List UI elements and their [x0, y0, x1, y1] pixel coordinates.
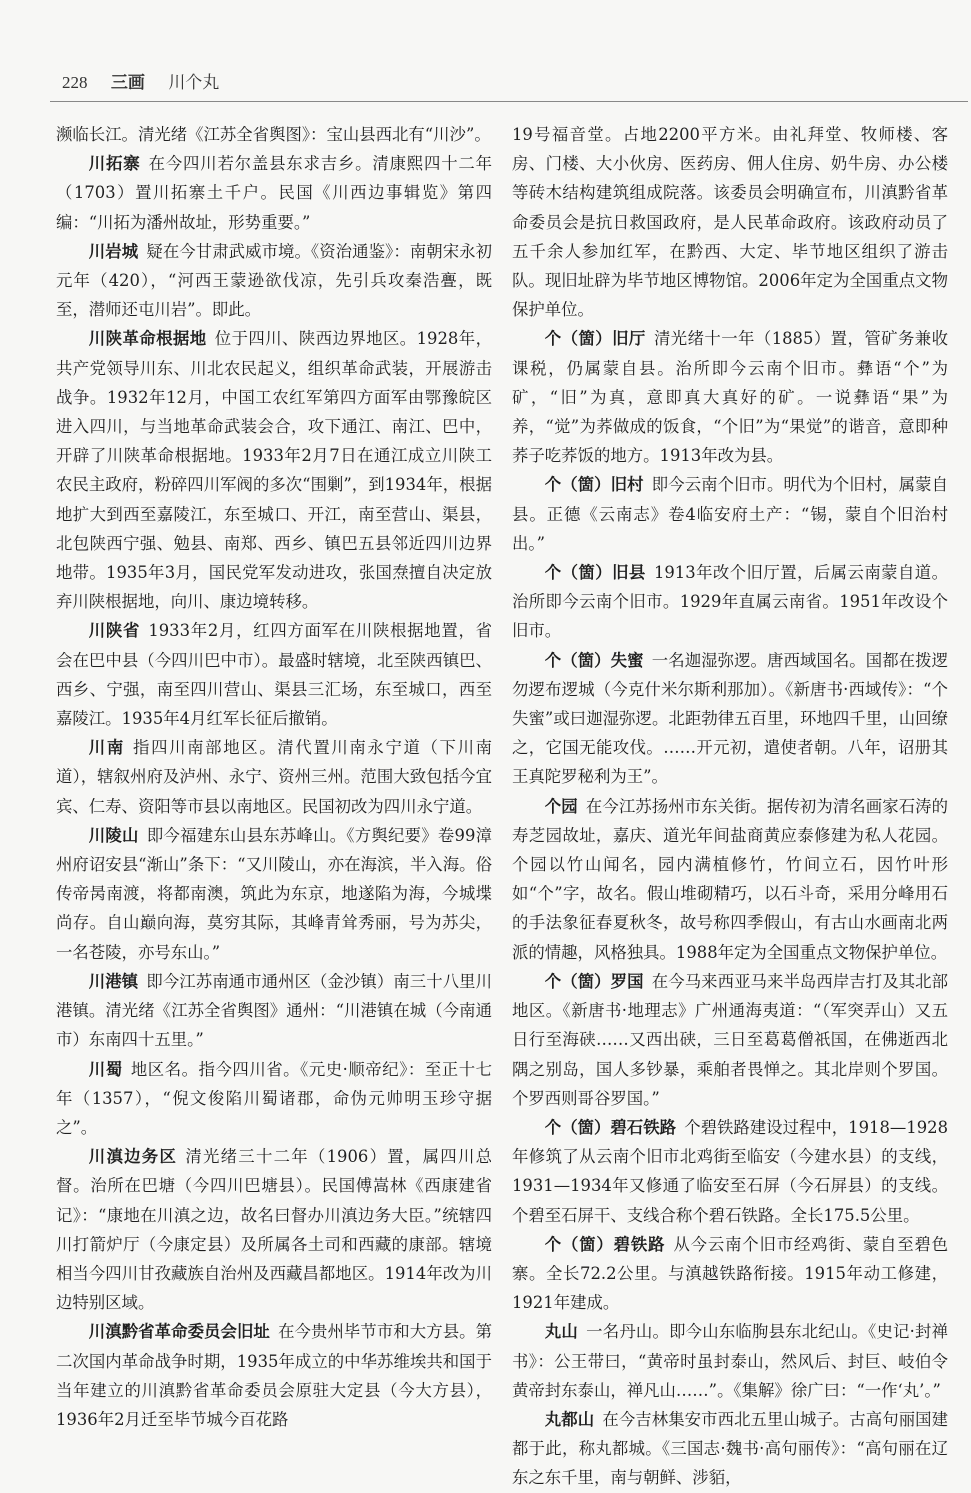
entry-term: 个（箇）碧石铁路 [544, 1117, 676, 1137]
entry-term: 个（箇）罗国 [544, 971, 644, 991]
dictionary-entry [512, 1230, 948, 1318]
entry-term: 个园 [544, 796, 578, 816]
entry-term: 个（箇）旧村 [544, 475, 644, 495]
entry-term: 川滇黔省革命委员会旧址 [88, 1322, 270, 1342]
right-column [512, 120, 949, 1488]
entry-term: 川南 [88, 738, 125, 758]
entry-text: 一名丹山。即今山东临朐县东北纪山。《史记·封禅书》：公王带曰，“黄帝时虽封泰山，然风后、封巨、岐伯令黄帝封东泰山，禅凡山……”。《集解》徐广曰：“一作‘丸’。” [512, 1322, 948, 1400]
entry-term: 个（箇）旧县 [544, 563, 646, 583]
entry-term: 川陵山 [88, 825, 139, 845]
dictionary-entry [56, 237, 492, 325]
dictionary-entry [512, 646, 948, 792]
entry-text: 位于四川、陕西边界地区。1928年，共产党领导川东、川北农民起义，组织革命武装，开展游击战争。1932年12月，中国工农红军第四方面军由鄂豫皖区进入四川，与当地革命武装会合，攻下通江、南江、巴中，开辟了川陕革命根据地。1933年2月7日在通江成立川陕工农民主政府，粉碎四川军阀的多次“围剿”，到1934年，根据地扩大到西至嘉陵江，东至城口、开江，南至营山、渠县，北包陕西宁强、勉县、南郑、西乡、镇巴五县邻近四川边界地带。1935年3月，国民党军发动进攻，张国焘擅自决定放弃川陕根据地，向川、康边境转移。 [56, 329, 492, 612]
dictionary-entry [56, 149, 492, 237]
dictionary-entry [56, 120, 492, 149]
entry-text: 19号福音堂。占地2200平方米。由礼拜堂、牧师楼、客房、门楼、大小伙房、医药房、佣人住房、奶牛房、办公楼等砖木结构建筑组成院落。该委员会明确宣布，川滇黔省革命委员会是抗日救国政府，是人民革命政府。该政府动员了五千余人参加红军，在黔西、大定、毕节地区组织了游击队。现旧址辟为毕节地区博物馆。2006年定为全国重点文物保护单位。 [512, 125, 948, 320]
dictionary-entry [56, 967, 492, 1055]
entry-text: 在今江苏扬州市东关街。据传初为清名画家石涛的寿芝园故址，嘉庆、道光年间盐商黄应泰修建为私人花园。个园以竹山闻名，园内满植修竹，竹间立石，因竹叶形如“个”字，故名。假山堆砌精巧，以石斗奇，采用分峰用石的手法象征春夏秋冬，故号称四季假山，有古山水画南北两派的情趣，风格独具。1988年定为全国重点文物保护单位。 [512, 796, 949, 962]
dictionary-entry [56, 821, 492, 967]
entry-term: 川陕革命根据地 [88, 329, 207, 349]
dictionary-entry [512, 1405, 948, 1493]
dictionary-entry [512, 324, 948, 470]
page-header [62, 70, 942, 96]
dictionary-entry [512, 1113, 948, 1230]
entry-text: 濒临长江。清光绪《江苏全省舆图》：宝山县西北有“川沙”。 [56, 125, 491, 144]
entry-text: 即今云南个旧市。明代为个旧村，属蒙自县。正德《云南志》卷4临安府土产：“锡，蒙自个旧治村出。” [512, 475, 949, 553]
dictionary-entry [56, 1317, 492, 1434]
entry-text: 个碧铁路建设过程中，1918—1928年修筑了从云南个旧市北鸡街至临安（今建水县）的支线，1931—1934年又修通了临安至石屏（今石屏县）的支线。个碧至石屏干、支线合称个碧石铁路。全长175.5公里。 [512, 1117, 948, 1225]
header-keywords: 川个丸 [168, 73, 220, 93]
entry-text: 疑在今甘肃武威市境。《资治通鉴》：南朝宋永初元年（420），“河西王蒙逊欲伐凉，先引兵攻秦浩亹，既至，潜师还屯川岩”。即此。 [56, 241, 493, 320]
entry-text: 在今吉林集安市西北五里山城子。古高句丽国建都于此，称丸都城。《三国志·魏书·高句丽传》：“高句丽在辽东之东千里，南与朝鲜、涉貊， [512, 1409, 949, 1488]
entry-text: 在今马来西亚马来半岛西岸吉打及其北部地区。《新唐书·地理志》广州通海夷道：“（军突弄山）又五日行至海硖……又西出硖，三日至葛葛僧祇国，在佛逝西北隅之别岛，国人多钞暴，乘舶者畏惮之。其北岸则个罗国。个罗西则哥谷罗国。” [512, 971, 949, 1108]
dictionary-entry [56, 616, 492, 733]
left-column [56, 120, 492, 1430]
entry-text: 一名迦湿弥逻。唐西域国名。国都在拨逻勿逻布逻城（今克什米尔斯利那加）。《新唐书·西域传》：“个失蜜”或曰迦湿弥逻。北距勃律五百里，环地四千里，山回缭之，它国无能攻伐。……开元初，遣使者朝。八年，诏册其王真陀罗秘利为王”。 [512, 650, 949, 787]
entry-term: 川拓寨 [88, 154, 141, 174]
entry-term: 丸都山 [544, 1409, 595, 1429]
dictionary-entry [512, 558, 948, 646]
entry-text: 即今江苏南通市通州区（金沙镇）南三十八里川港镇。清光绪《江苏全省舆图》通州：“川港镇在城（今南通市）东南四十五里。” [56, 971, 493, 1050]
entry-term: 川陕省 [88, 621, 141, 641]
dictionary-entry [512, 1317, 948, 1405]
entry-text: 即今福建东山县东苏峰山。《方舆纪要》卷99漳州府诏安县“渐山”条下：“又川陵山，亦在海滨，半入海。俗传帝昺南渡，将都南澳，筑此为东京，地遂陷为海，今城堞尚存。自山巅向海，莫穷其际，其峰青耸秀丽，号为苏尖，一名苍陵，亦号东山。” [56, 825, 493, 962]
entry-term: 丸山 [544, 1322, 578, 1342]
entry-text: 指四川南部地区。清代置川南永宁道（下川南道），辖叙州府及泸州、永宁、资州三州。范围大致包括今宜宾、仁寿、资阳等市县以南地区。民国初改为四川永宁道。 [56, 738, 493, 816]
entry-text: 在今四川若尔盖县东求吉乡。清康熙四十二年（1703）置川拓寨土千户。民国《川西边事辑览》第四编：“川拓为潘州故址，形势重要。” [56, 154, 493, 232]
entry-term: 川岩城 [88, 241, 139, 261]
entry-term: 个（箇）碧铁路 [544, 1234, 666, 1254]
entry-text: 从今云南个旧市经鸡街、蒙自至碧色寨。全长72.2公里。与滇越铁路衔接。1915年动工修建，1921年建成。 [512, 1234, 949, 1313]
entry-term: 川滇边务区 [88, 1147, 178, 1167]
entry-text: 1933年2月，红四方面军在川陕根据地置，省会在巴中县（今四川巴中市）。最盛时辖境，北至陕西镇巴、西乡、宁强，南至四川营山、渠县三汇场，东至城口，西至嘉陵江。1935年4月红军长征后撤销。 [56, 621, 493, 729]
entry-text: 1913年改个旧厅置，后属云南蒙自道。治所即今云南个旧市。1929年直属云南省。1951年改设个旧市。 [512, 563, 949, 641]
dictionary-entry [512, 967, 948, 1113]
dictionary-entry [56, 1055, 492, 1143]
dictionary-entry [56, 324, 492, 616]
entry-term: 个（箇）旧厅 [544, 329, 646, 349]
dictionary-entry [512, 470, 948, 558]
dictionary-entry [56, 1142, 492, 1317]
entry-term: 川港镇 [88, 971, 139, 991]
dictionary-entry [56, 733, 492, 821]
entry-term: 川蜀 [88, 1059, 123, 1079]
header-rule [50, 101, 968, 102]
entry-text: 清光绪三十二年（1906）置，属四川总督。治所在巴塘（今四川巴塘县）。民国傅嵩林《西康建省记》：“康地在川滇之边，故名曰督办川滇边务大臣。”统辖四川打箭炉厅（今康定县）及所属各土司和西藏的康部。辖境相当今四川甘孜藏族自治州及西藏昌都地区。1914年改为川边特别区域。 [56, 1147, 492, 1313]
entry-text: 在今贵州毕节市和大方县。第二次国内革命战争时期，1935年成立的中华苏维埃共和国于当年建立的川滇黔省革命委员会原驻大定县（今大方县），1936年2月迁至毕节城今百花路 [56, 1322, 493, 1429]
page-number: 228 [62, 73, 88, 92]
dictionary-entry [512, 120, 948, 324]
dictionary-entry [512, 792, 948, 967]
entry-text: 地区名。指今四川省。《元史·顺帝纪》：至正十七年（1357），“倪文俊陷川蜀诸郡，命伪元帅明玉珍守据之”。 [56, 1059, 493, 1137]
entry-text: 清光绪十一年（1885）置，管矿务兼收课税，仍属蒙自县。治所即今云南个旧市。彝语“个”为矿，“旧”为真，意即真大真好的矿。一说彝语“果”为养，“觉”为荞做成的饭食，“个旧”为“果觉”的谐音，意即种荞子吃荞饭的地方。1913年改为县。 [512, 329, 949, 466]
entry-term: 个（箇）失蜜 [544, 650, 644, 670]
section-label: 三画 [110, 73, 145, 93]
